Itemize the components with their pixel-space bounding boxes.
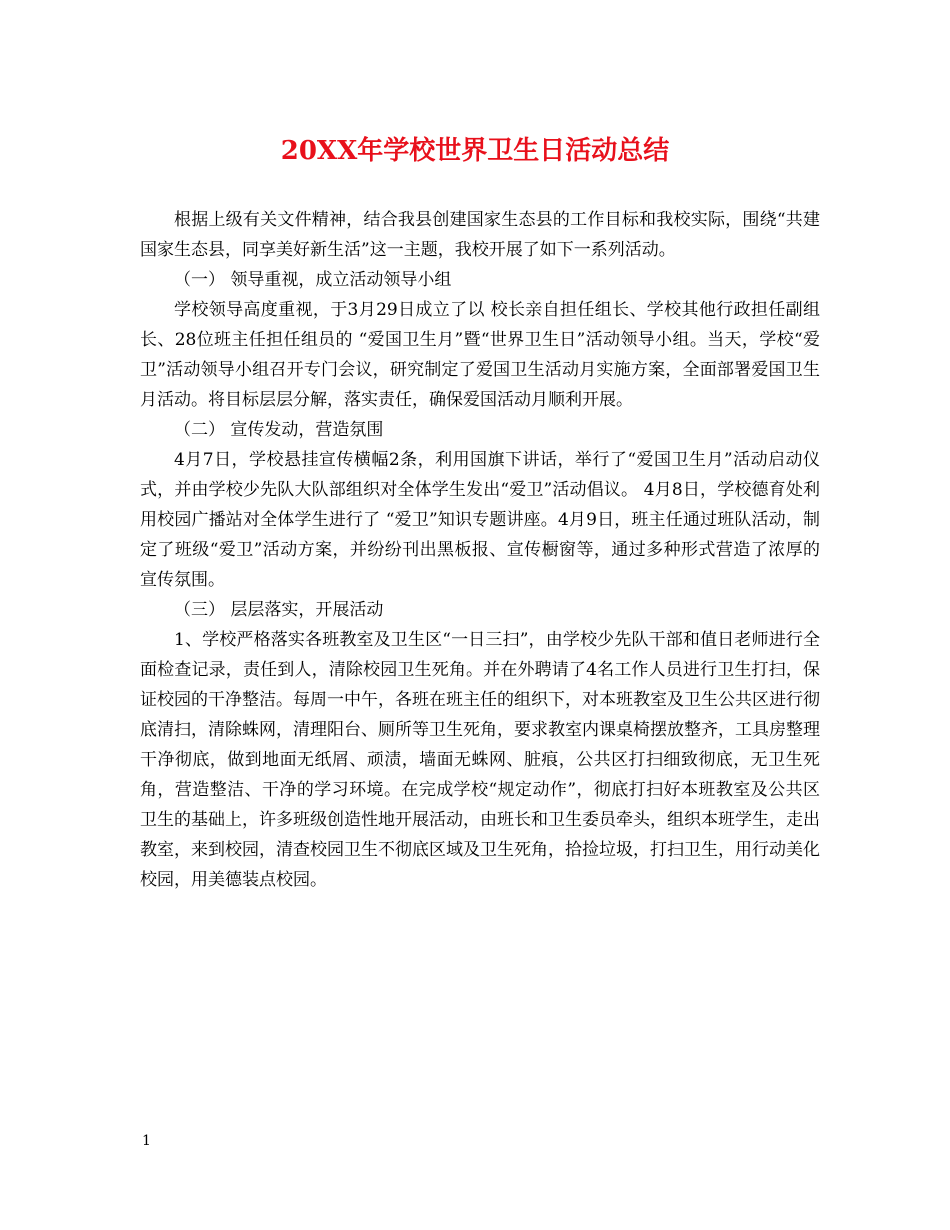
page-number: 1 bbox=[142, 1133, 151, 1149]
intro-paragraph: 根据上级有关文件精神，结合我县创建国家生态县的工作目标和我校实际，围绕“共建国家生态县，同享美好新生活”这一主题，我校开展了如下一系列活动。 bbox=[140, 210, 820, 260]
section-heading-3: （三） 层层落实，开展活动 bbox=[174, 600, 384, 620]
section-2-paragraph: 4月7日，学校悬挂宣传横幅2条，利用国旗下讲话，举行了“爱国卫生月”活动启动仪式，并由学校少先队大队部组织对全体学生发出“爱卫”活动倡议。 4月8日，学校德育处利用校园广播站对全体学生进行了 “爱卫”知识专题讲座。4月9日，班主任通过班队活动，制定了班级“爱卫”活动方案，并纷纷刊出黑板报、宣传橱窗等，通过多种形式营造了浓厚的宣传氛围。 bbox=[140, 450, 820, 590]
section-heading-1: （一） 领导重视，成立活动领导小组 bbox=[174, 270, 452, 290]
section-1-paragraph: 学校领导高度重视，于3月29日成立了以 校长亲自担任组长、学校其他行政担任副组长、28位班主任担任组员的 “爱国卫生月”暨“世界卫生日”活动领导小组。当天，学校“爱卫”活动领导小组召开专门会议，研究制定了爱国卫生活动月实施方案，全面部署爱国卫生月活动。将目标层层分解，落实责任，确保爱国活动月顺利开展。 bbox=[140, 300, 820, 410]
section-heading-2: （二） 宣传发动，营造氛围 bbox=[174, 420, 384, 440]
document-body bbox=[140, 205, 820, 895]
document-title: 20XX年学校世界卫生日活动总结 bbox=[280, 136, 670, 166]
section-3-paragraph: 1、学校严格落实各班教室及卫生区“一日三扫”，由学校少先队干部和值日老师进行全面检查记录，责任到人，清除校园卫生死角。并在外聘请了4名工作人员进行卫生打扫，保证校园的干净整洁。每周一中午，各班在班主任的组织下，对本班教室及卫生公共区进行彻底清扫，清除蛛网，清理阳台、厕所等卫生死角，要求教室内课桌椅摆放整齐，工具房整理干净彻底，做到地面无纸屑、顽渍，墙面无蛛网、脏痕，公共区打扫细致彻底，无卫生死角，营造整洁、干净的学习环境。在完成学校“规定动作”，彻底打扫好本班教室及公共区卫生的基础上，许多班级创造性地开展活动，由班长和卫生委员牵头，组织本班学生，走出教室，来到校园，清查校园卫生不彻底区域及卫生死角，拾捡垃圾，打扫卫生，用行动美化校园，用美德装点校园。 bbox=[140, 630, 820, 890]
